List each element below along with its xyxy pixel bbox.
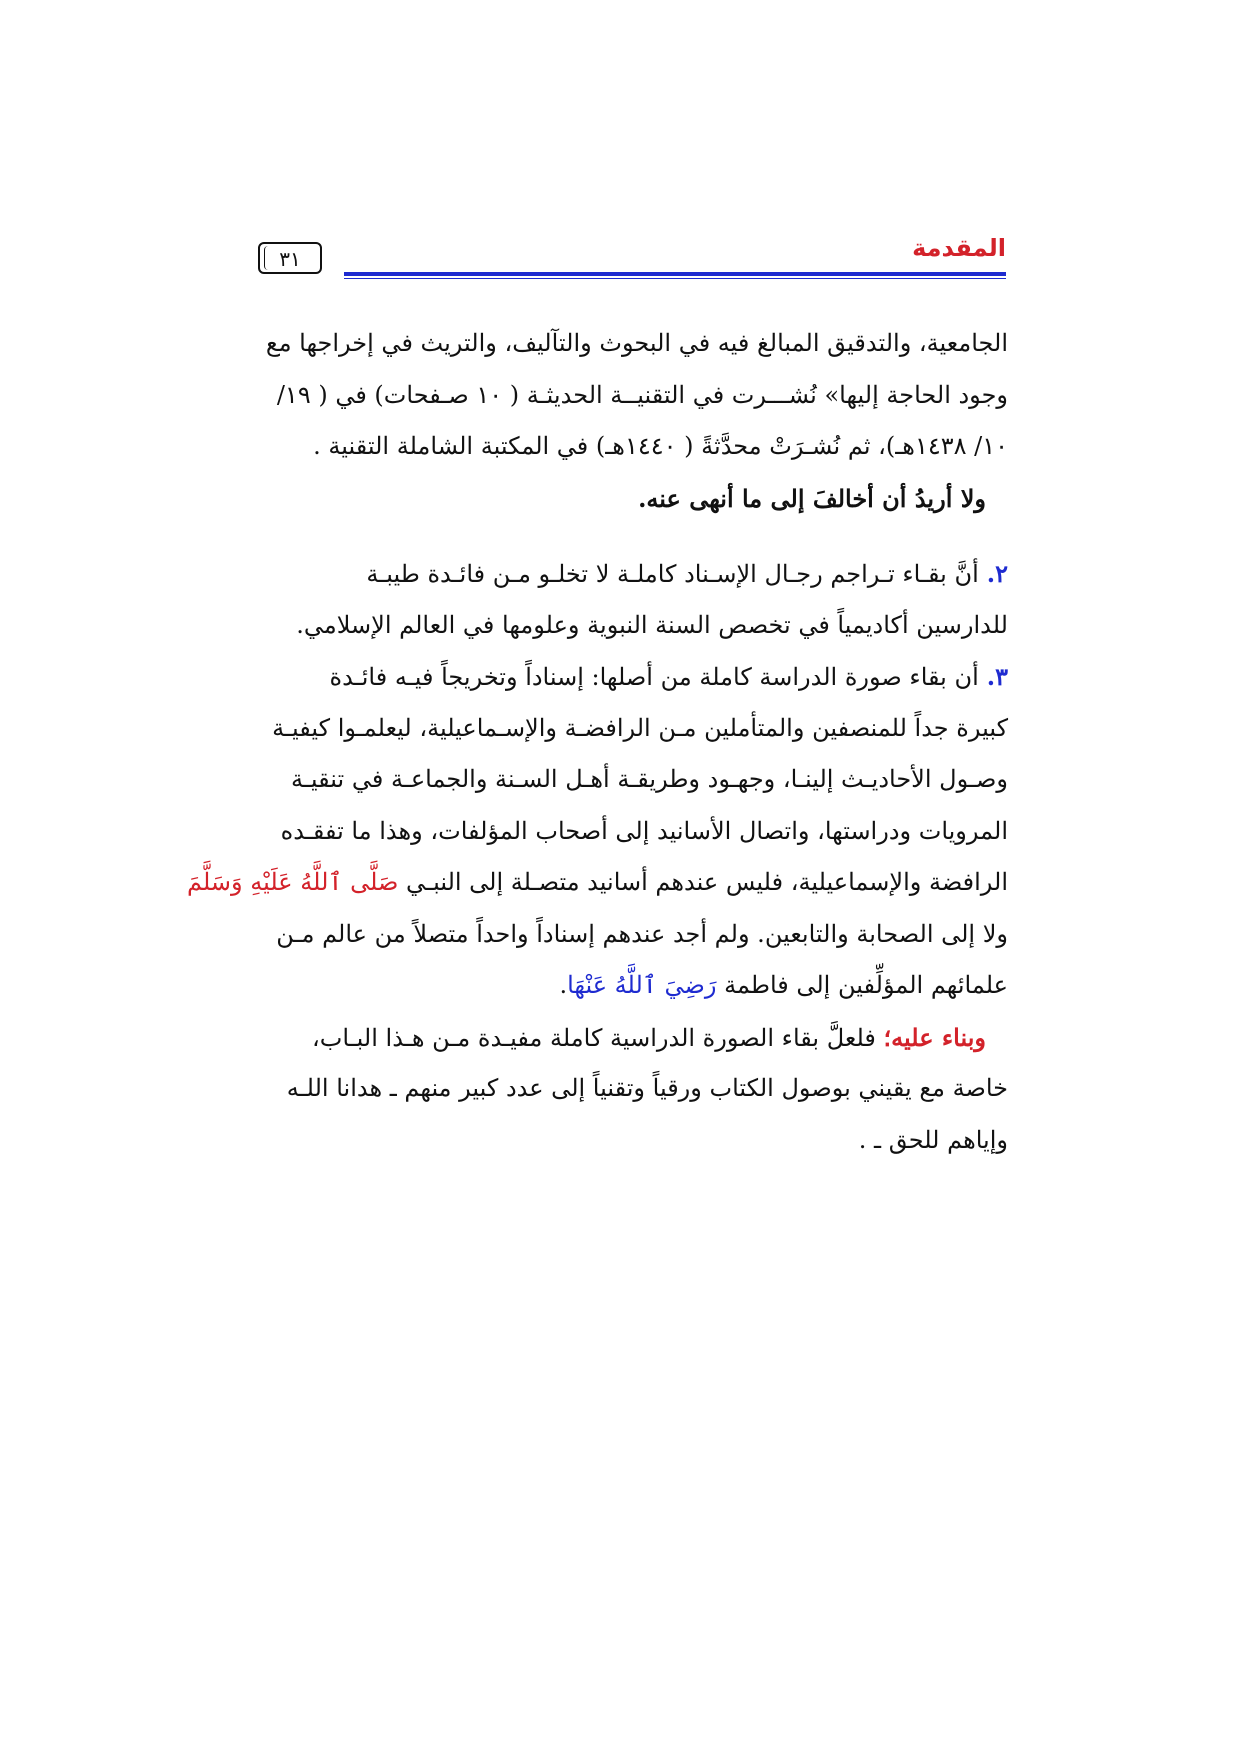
paragraph-line: خاصة مع يقيني بوصول الكتاب ورقياً وتقنياً إلى عدد كبير منهم ـ هدانا اللـه — [286, 1074, 1008, 1102]
paragraph-text: الرافضة والإسماعيلية، فليس عندهم أسانيد متصـلة إلى النبـي — [406, 868, 1008, 896]
paragraph-line: أنَّ بقـاء تـراجم رجـال الإسـناد كاملـة لا تخلـو مـن فائـدة طيبـة — [366, 560, 979, 588]
paragraph-line: أن بقاء صورة الدراسة كاملة من أصلها: إسناداً وتخريجاً فيـه فائـدة — [329, 663, 979, 691]
period: . — [559, 971, 568, 999]
page-number: ٣١ — [279, 247, 301, 271]
paragraph-text: علمائهم المؤلِّفين إلى فاطمة — [724, 971, 1008, 999]
section-title: المقدمة — [912, 234, 1006, 262]
list-item-2 — [232, 548, 1008, 600]
paragraph-line: المرويات ودراستها، واتصال الأسانيد إلى أصحاب المؤلفات، وهذا ما تفقـده — [280, 816, 1008, 845]
honorific-fatima: رَضِيَ ٱللَّهُ عَنْهَا — [567, 971, 717, 999]
body-text — [187, 318, 1008, 1166]
list-number: ٣. — [986, 662, 1008, 691]
bold-statement: ولا أريدُ أن أخالفَ إلى ما أنهى عنه. — [638, 483, 986, 513]
lead-phrase: وبناء عليه؛ — [883, 1022, 986, 1052]
paragraph-line: وصـول الأحاديـث إلينـا، وجهـود وطريقـة أهـل السـنة والجماعـة في تنقيـة — [291, 765, 1008, 793]
paragraph-line: وإياهم للحق ـ . — [858, 1125, 1008, 1154]
paragraph-line-with-lead — [232, 1012, 1008, 1064]
list-item-3 — [232, 651, 1008, 703]
list-number: ٢. — [986, 559, 1008, 588]
paragraph-gap — [232, 524, 1008, 548]
paragraph-line: وجود الحاجة إليها» نُشـــرت في التقنيــة الحديثـة ( ١٠ صـفحات) في ( ١٩/ — [276, 380, 1008, 409]
header-rule-thick — [344, 272, 1006, 276]
honorific-prophet: صَلَّى ٱللَّهُ عَلَيْهِ وَسَلَّمَ — [187, 868, 399, 896]
page-header — [258, 232, 1006, 280]
paragraph-line: ١٠/ ١٤٣٨هـ)، ثم نُشـرَتْ محدَّثةً ( ١٤٤٠هـ) في المكتبة الشاملة التقنية . — [313, 432, 1008, 460]
paragraph-text: فلعلَّ بقاء الصورة الدراسية كاملة مفيـدة مـن هـذا البـاب، — [311, 1023, 876, 1052]
header-rule-thin — [344, 278, 1006, 279]
paragraph-line: كبيرة جداً للمنصفين والمتأملين مـن الرافضـة والإسـماعيلية، ليعلمـوا كيفيـة — [272, 713, 1008, 742]
page-number-box — [258, 242, 322, 274]
paragraph-line: ولا إلى الصحابة والتابعين. ولم أجد عندهم إسناداً واحداً متصلاً من عالم مـن — [276, 919, 1008, 948]
paragraph-line-with-honorific — [232, 960, 1008, 1012]
paragraph-line: الجامعية، والتدقيق المبالغ فيه في البحوث والتآليف، والتريث في إخراجها مع — [265, 329, 1008, 357]
paragraph-line-with-honorific — [187, 857, 1008, 909]
paragraph-line: للدارسين أكاديمياً في تخصص السنة النبوية وعلومها في العالم الإسلامي. — [296, 610, 1008, 639]
